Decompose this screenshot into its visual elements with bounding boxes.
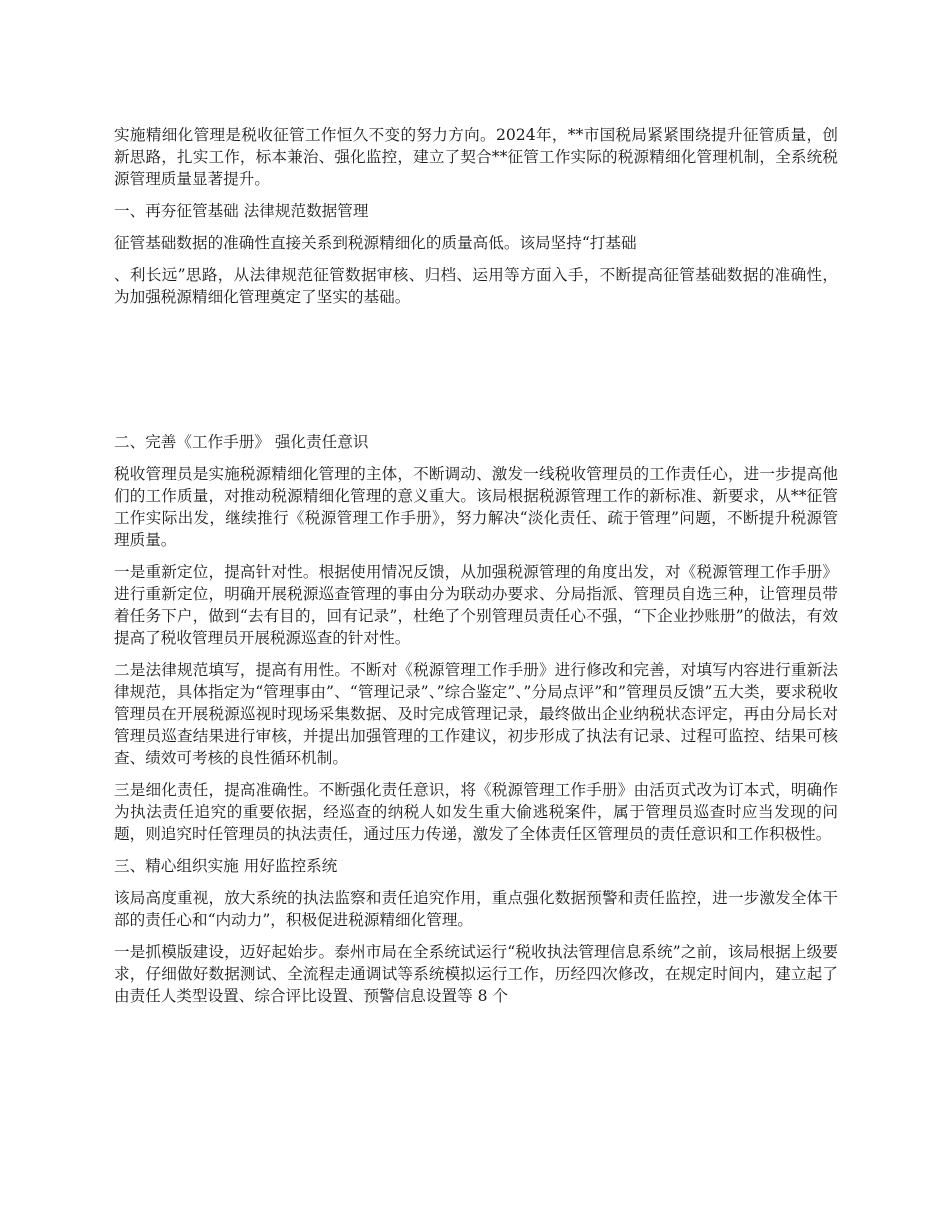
section-1-paragraph-1: 征管基础数据的准确性直接关系到税源精细化的质量高低。该局坚持“打基础 (114, 234, 637, 252)
section-3-paragraph-2: 一是抓模版建设，迈好起始步。泰州市局在全系统试运行“税收执法管理信息系统”之前，该局根据上级要求，仔细做好数据测试、全流程走通调试等系统模拟运行工作，历经四次修改，在规定时间内，建立起了由责任人类型设置、综合评比设置、预警信息设置等 8 个 (114, 943, 838, 1005)
section-2-paragraph-3: 二是法律规范填写，提高有用性。不断对《税源管理工作手册》进行修改和完善，对填写内容进行重新法律规范，具体指定为“管理事由”、“管理记录”、”综合鉴定”、”分局点评”和”管理员反馈”五大类，要求税收管理员在开展税源巡视时现场采集数据、及时完成管理记录，最终做出企业纳税状态评定，再由分局长对管理员巡查结果进行审核，并提出加强管理的工作建议，初步形成了执法有记录、过程可监控、结果可核查、绩效可考核的良性循环机制。 (114, 661, 838, 767)
section-2-paragraph-2: 一是重新定位，提高针对性。根据使用情况反馈，从加强税源管理的角度出发，对《税源管理工作手册》进行重新定位，明确开展税源巡查管理的事由分为联动办要求、分局指派、管理员自选三种，让管理员带着任务下户，做到“去有目的，回有记录”，杜绝了个别管理员责任心不强，“下企业抄账册”的做法，有效提高了税收管理员开展税源巡查的针对性。 (114, 563, 838, 647)
section-1-paragraph-2: 、利长远”思路，从法律规范征管数据审核、归档、运用等方面入手，不断提高征管基础数据的准确性，为加强税源精细化管理奠定了坚实的基础。 (114, 266, 838, 306)
section-heading-2: 二、完善《工作手册》 强化责任意识 (114, 433, 369, 451)
section-2-paragraph-4: 三是细化责任，提高准确性。不断强化责任意识，将《税源管理工作手册》由活页式改为订本式，明确作为执法责任追究的重要依据，经巡查的纳税人如发生重大偷逃税案件，属于管理员巡查时应当发现的问题，则追究时任管理员的执法责任，通过压力传递，激发了全体责任区管理员的责任意识和工作积极性。 (114, 781, 838, 843)
intro-paragraph: 实施精细化管理是税收征管工作恒久不变的努力方向。2024年，**市国税局紧紧围绕提升征管质量，创新思路，扎实工作，标本兼治、强化监控，建立了契合**征管工作实际的税源精细化管理机制，全系统税源管理质量显著提升。 (114, 126, 838, 188)
blank-gap (114, 318, 838, 431)
section-heading-3: 三、精心组织实施 用好监控系统 (114, 857, 338, 875)
document-body (114, 124, 838, 1017)
section-3-paragraph-1: 该局高度重视，放大系统的执法监察和责任追究作用，重点强化数据预警和责任监控，进一步激发全体干部的责任心和“内动力”，积极促进税源精细化管理。 (114, 889, 838, 929)
section-2-paragraph-1: 税收管理员是实施税源精细化管理的主体，不断调动、激发一线税收管理员的工作责任心，进一步提高他们的工作质量，对推动税源精细化管理的意义重大。该局根据税源管理工作的新标准、新要求，从**征管工作实际出发，继续推行《税源管理工作手册》，努力解决“淡化责任、疏于管理”问题，不断提升税源管理质量。 (114, 465, 838, 549)
section-heading-1: 一、再夯征管基础 法律规范数据管理 (114, 202, 369, 220)
